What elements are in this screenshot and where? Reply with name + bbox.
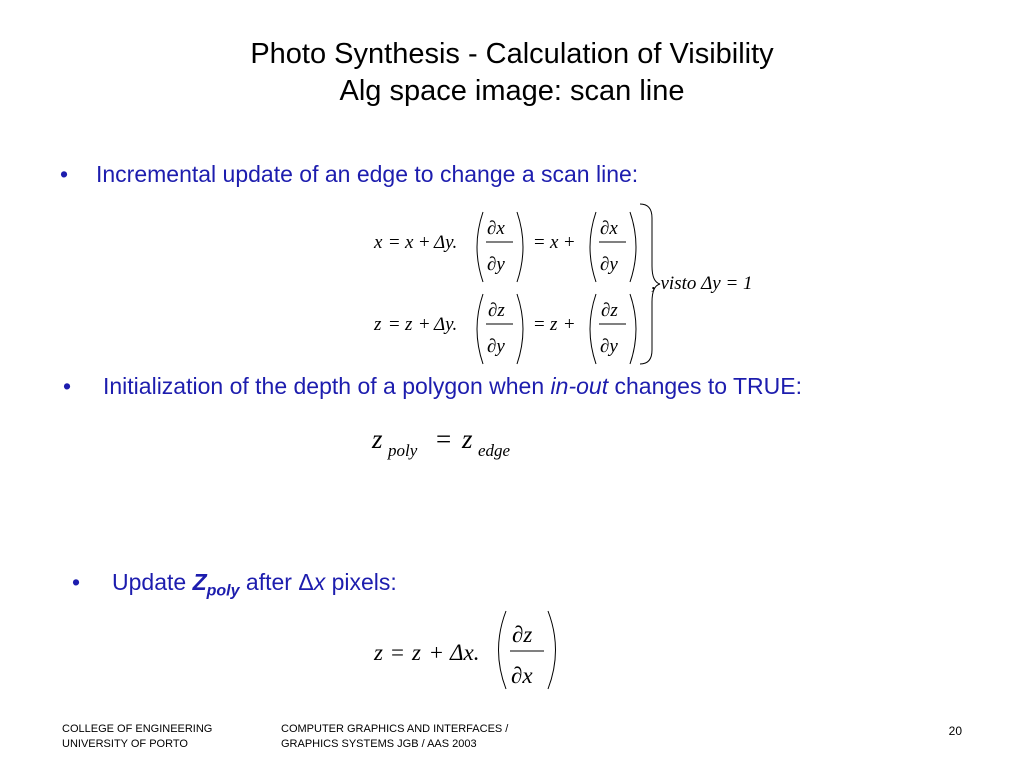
x-equation [373,212,636,282]
bullet-3-text-middle: after Δ [239,569,314,595]
footer-course [281,722,508,752]
footer-left-line-2: UNIVERSITY OF PORTO [62,738,188,750]
update-z: z [412,640,421,665]
x-eq-num-2: ∂x [600,218,618,239]
title-line-1: Photo Synthesis - Calculation of Visibility [250,38,774,70]
init-equation [368,420,538,470]
update-paren-left [499,611,507,689]
x-eq-paren-right-1 [517,212,523,282]
x-eq-den-2: ∂y [600,254,618,275]
x-eq-paren-left-1 [477,212,483,282]
z-eq-z-2: z [550,314,558,335]
x-eq-paren-right-2 [630,212,636,282]
bullet-3-subscript: poly [206,582,240,600]
bullet-2-text-after: changes to TRUE: [608,373,802,399]
bullet-2-text-before: Initialization of the depth of a polygon when [103,373,551,399]
bullet-1-text: Incremental update of an edge to change a scan line: [96,161,639,187]
z-eq-z: z [405,314,413,335]
update-delta-x: Δx. [450,640,480,665]
condition-text: , visto Δy = 1 [651,273,753,294]
bullet-3-text-before: Update [112,569,193,595]
init-rhs-sub: edge [478,441,511,460]
z-eq-den-2: ∂y [600,336,618,357]
x-eq-equals-2: = [534,232,545,253]
z-eq-paren-right-1 [517,294,523,364]
footer-institution [62,722,212,752]
init-rhs: z [462,424,473,454]
z-eq-delta-y: Δy. [434,314,458,335]
bullet-3-x: x [313,569,326,595]
z-equation [373,294,636,364]
bullet-2-text [103,371,903,401]
bullet-marker: • [60,161,69,187]
z-eq-plus-2: + [564,314,575,335]
bullet-2-italic: in-out [550,373,609,399]
footer-mid-line-1: COMPUTER GRAPHICS AND INTERFACES / [281,723,509,735]
update-lhs: z [374,640,383,665]
z-eq-equals-2: = [534,314,545,335]
edge-update-equations [360,200,800,365]
z-eq-num-2: ∂z [601,300,618,321]
z-eq-lhs: z [374,314,382,335]
x-eq-lhs: x [374,232,383,253]
z-eq-paren-right-2 [630,294,636,364]
init-equals: = [436,424,452,454]
x-eq-delta-y: Δy. [434,232,458,253]
bullet-marker: • [63,373,72,399]
x-eq-x: x [405,232,414,253]
bullet-marker: • [72,569,81,595]
z-eq-paren-left-1 [477,294,483,364]
z-eq-num-1: ∂z [488,300,505,321]
z-eq-den-1: ∂y [487,336,505,357]
x-eq-x-2: x [550,232,559,253]
update-paren-right [548,611,556,689]
slide-title [0,36,1024,110]
z-eq-equals: = [389,314,400,335]
bullet-3-z: Z [192,569,207,595]
update-equation [370,605,570,695]
z-eq-plus: + [419,314,430,335]
update-den: ∂x [511,663,533,688]
x-eq-paren-left-2 [590,212,596,282]
update-equals: = [391,640,404,665]
z-eq-paren-left-2 [590,294,596,364]
update-num: ∂z [512,622,533,647]
update-plus: + [430,640,443,665]
init-lhs-sub: poly [388,441,418,460]
bullet-3-text [112,567,397,607]
footer-left-line-1: COLLEGE OF ENGINEERING [62,723,213,735]
init-lhs: z [372,424,383,454]
x-eq-den-1: ∂y [487,254,505,275]
footer-mid-line-2: GRAPHICS SYSTEMS JGB / AAS 2003 [281,738,477,750]
x-eq-num-1: ∂x [487,218,505,239]
x-eq-plus-2: + [564,232,575,253]
page-number: 20 [948,724,962,738]
bullet-3-text-after: pixels: [325,569,397,595]
x-eq-equals: = [389,232,400,253]
title-line-2: Alg space image: scan line [339,75,685,107]
x-eq-plus: + [419,232,430,253]
